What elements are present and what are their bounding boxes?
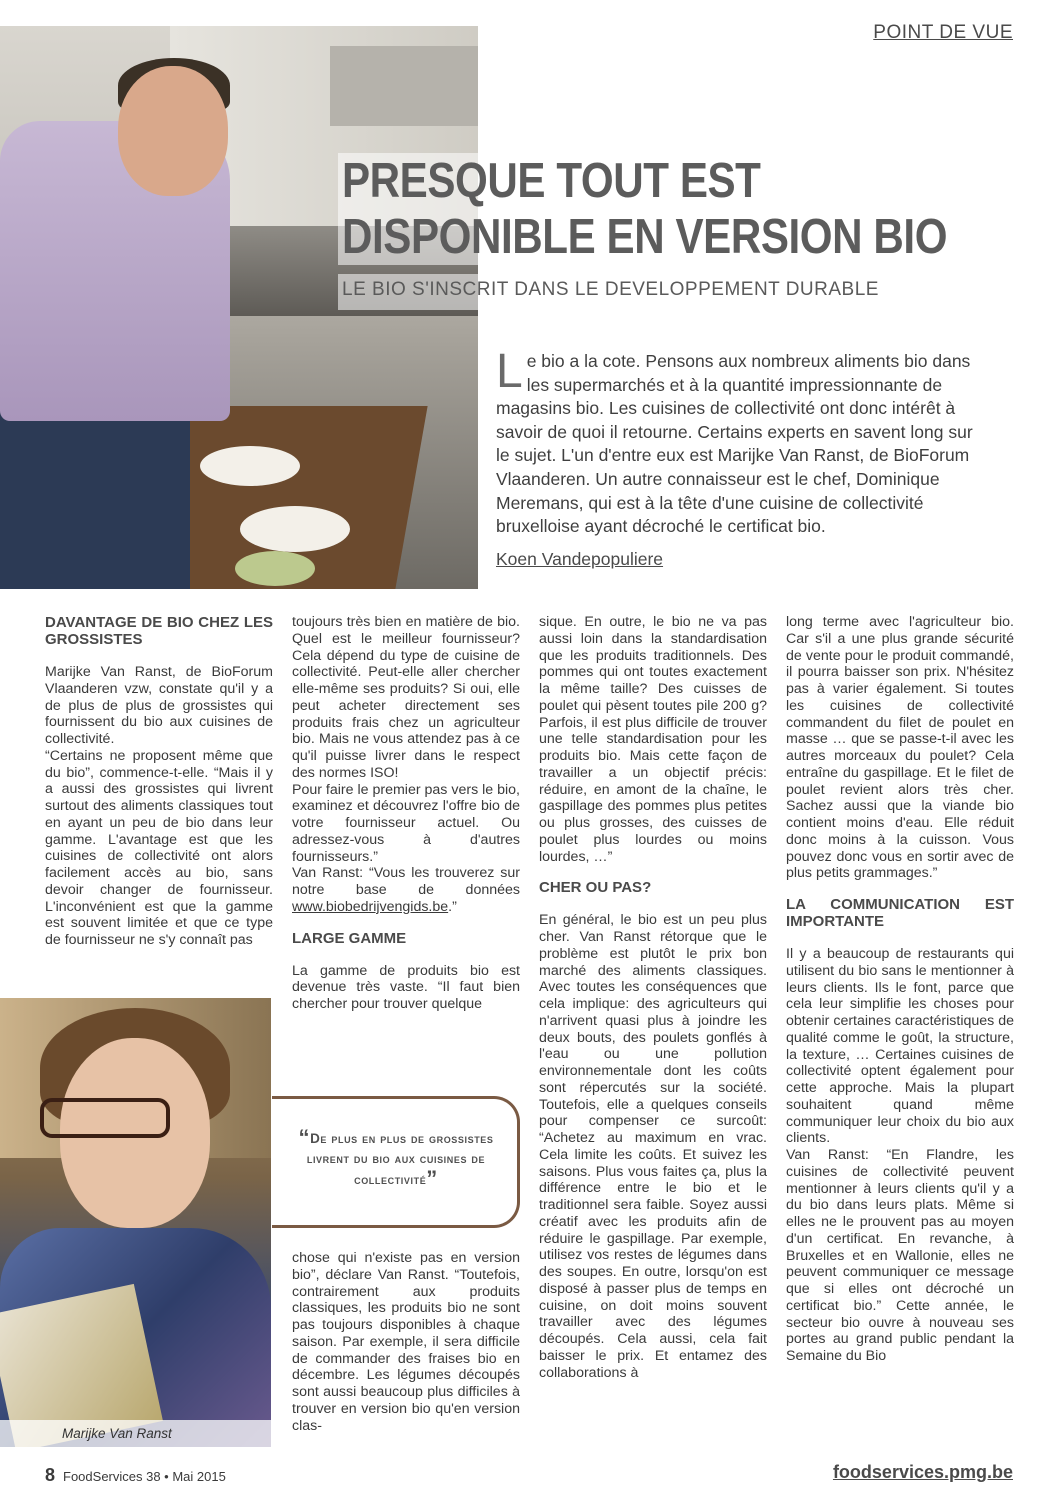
heading-grossistes: DAVANTAGE DE BIO CHEZ LES GROSSISTES: [45, 614, 273, 648]
heading-cher-ou-pas: CHER OU PAS?: [539, 879, 652, 897]
col3-paragraph-2: En général, le bio est un peu plus cher. Van Ranst rétorque que le problème est plutôt le prix bon marché des aliments classiques. Avec toutes les conséquences que cela implique: des agriculteurs qui n'arrivent quasi plus à joindre les deux bouts, des poulets gonflés à l'eau ou une pollution environnementale dont les coûts sont répercutés sur la société. Toutefois, elle a quelques conseils pour compenser ce surcoût: “Achetez au maximum en vrac. Cela limite les coûts. Et suivez les saisons. Plus vous faites ça, plus la différence entre le bio et le traditionnel sera faible. Soyez aussi créatif avec les produits afin de réduire le gaspillage. Par exemple, utilisez vos restes de légumes dans des soupes. En outre, lorsqu'on est disposé à passer plus de temps en cuisine, on doit moins souvent travailler avec des légumes découpés. Cela aussi, cela fait baisser le prix. Et entamez des collaborations à: [539, 912, 767, 1381]
author-byline[interactable]: Koen Vandepopuliere: [496, 549, 664, 569]
col2-paragraph-3: Van Ranst: “Vous les trouverez sur notre base de données www.biobedrijvengids.be.”: [292, 865, 520, 915]
publication-info: FoodServices 38 • Mai 2015: [63, 1469, 226, 1484]
article-intro: [496, 345, 976, 539]
col1-paragraph-2: “Certains ne proposent même que du bio”, commence-t-elle. “Mais il y a aussi des grossistes qui livrent surtout des aliments classiques tout en ayant un peu de bio dans leur gamme. L'avantage est que les cuisines de collectivité ont alors facilement accès au bio, sans devoir changer de fournisseur. L'inconvénient est que la gamme est souvent limitée et que ce type de fournisseur ne s'y connaît pas: [45, 747, 273, 948]
col2-paragraph-2: Pour faire le premier pas vers le bio, examinez et découvrez l'offre bio de votre fournisseur actuel. Ou adressez-vous à d'autres fournisseurs.”: [292, 781, 520, 865]
pull-quote-text: De plus en plus de grossistes livrent du bio aux cuisines de collectivité: [306, 1131, 494, 1187]
article-subtitle: LE BIO S'INSCRIT DANS LE DEVELOPPEMENT DURABLE: [338, 274, 898, 310]
quote-close-icon: ”: [426, 1166, 438, 1191]
col4-paragraph-2: Il y a beaucoup de restaurants qui utilisent du bio sans le mentionner à leurs clients. Ils le font, parce que cela leur simplifie les choses pour obtenir certaines caractéristiques de qualité comme le goût, la structure, la texture, … Certaines cuisines de collectivité optent également pour cette approche. Mais la plupart souhaitent quand même communiquer leur choix du bio aux clients.: [786, 946, 1014, 1147]
col2-paragraph-4: La gamme de produits bio est devenue très vaste. “Il faut bien chercher pour trouver quelque: [292, 962, 520, 1012]
intro-dropcap: L: [496, 345, 523, 398]
column-1: [45, 614, 273, 949]
portrait-caption: Marijke Van Ranst: [0, 1420, 271, 1447]
column-4: [786, 614, 1014, 1365]
col1-paragraph-1: Marijke Van Ranst, de BioForum Vlaanderen vzw, constate qu'il y a de plus de plus de grossistes qui fournissent du bio aux cuisines de collectivité.: [45, 664, 273, 747]
pull-quote: [280, 1125, 512, 1191]
portrait-photo: [0, 998, 271, 1447]
column-2-continued: [292, 1250, 520, 1434]
page-number: 8: [45, 1465, 56, 1485]
col3-paragraph-1: sique. En outre, le bio ne va pas aussi loin dans la standardisation que les produits traditionnels. Des pommes qui ont toutes exactement la même taille? Des cuisses de poulet qui pèsent toutes pile 200 g? Parfois, il est plus difficile de trouver une telle standardisation pour les produits bio. Mais cette façon de travailler a un objectif précis: réduire, en amont de la chaîne, le gaspillage des pommes plus petites ou plus grosses, des cuisses de poulet plus lourdes ou moins lourdes, …”: [539, 614, 767, 865]
footer-publication: [45, 1465, 226, 1486]
article-headline: [338, 153, 1028, 265]
headline-line-2: DISPONIBLE EN VERSION BIO: [342, 210, 948, 264]
col2-paragraph-1: toujours très bien en matière de bio. Quel est le meilleur fournisseur? Cela dépend du type de cuisine de collectivité. Peut-elle aller chercher elle-même ses produits? Si oui, elle peut acheter directement ses produits frais chez un agriculteur bio. Mais ne vous attendez pas à ce qu'il puisse livrer dans le respect des normes ISO!: [292, 614, 520, 781]
column-3: [539, 614, 767, 1381]
website-link[interactable]: foodservices.pmg.be: [832, 1462, 1013, 1482]
section-tag: POINT DE VUE: [873, 22, 1013, 43]
column-2: [292, 614, 520, 1013]
headline-line-1: PRESQUE TOUT EST: [342, 154, 761, 208]
col4-paragraph-1: long terme avec l'agriculteur bio. Car s'il a une plus grande sécurité de vente pour le produit commandé, il pourra baisser son prix. N'hésitez pas à varier également. Si toutes les cuisines de collectivité commandent du filet de poulet en masse … que se passe-t-il avec les autres morceaux du poulet? Cela entraîne du gaspillage. Et le filet de poulet revient alors très cher. Sachez aussi que la viande bio contient moins d'eau. Elle réduit donc moins à la cuisson. Vous pouvez donc vous en sortir avec de plus petits grammages.”: [786, 614, 1014, 882]
col4-paragraph-3: Van Ranst: “En Flandre, les cuisines de collectivité peuvent mentionner à leurs clients qu'il y a du bio dans leurs plats. Même si elles ne le prouvent pas au moyen d'un certificat. En revanche, à Bruxelles et en Wallonie, elles ne peuvent communiquer ce message que si elles ont décroché un certificat bio.” Cette année, le secteur bio ouvre à nouveau ses portes au grand public pendant la Semaine du Bio: [786, 1147, 1014, 1364]
quote-open-icon: “: [298, 1125, 311, 1150]
database-link[interactable]: www.biobedrijvengids.be: [292, 898, 449, 915]
intro-text: e bio a la cote. Pensons aux nombreux aliments bio dans les supermarchés et à la quantité impressionnante de magasins bio. Les cuisines de collectivité ont donc intérêt à savoir de quoi il retourne. Certains experts en savent long sur le sujet. L'un d'entre eux est Marijke Van Ranst, de BioForum Vlaanderen. Un autre connaisseur est le chef, Dominique Meremans, qui est à la tête d'une cuisine de collectivité bruxelloise ayant décroché le certificat bio.: [496, 351, 973, 537]
heading-communication: LA COMMUNICATION EST IMPORTANTE: [786, 896, 1014, 930]
heading-large-gamme: LARGE GAMME: [292, 929, 407, 947]
col2-paragraph-5: chose qui n'existe pas en version bio”, déclare Van Ranst. “Toutefois, contrairement aux produits classiques, les produits bio ne sont pas toujours disponibles à chaque saison. Par exemple, il sera difficile de commander des fraises bio en décembre. Les légumes découpés sont aussi beaucoup plus difficiles à trouver en version bio qu'en version clas-: [292, 1250, 520, 1434]
